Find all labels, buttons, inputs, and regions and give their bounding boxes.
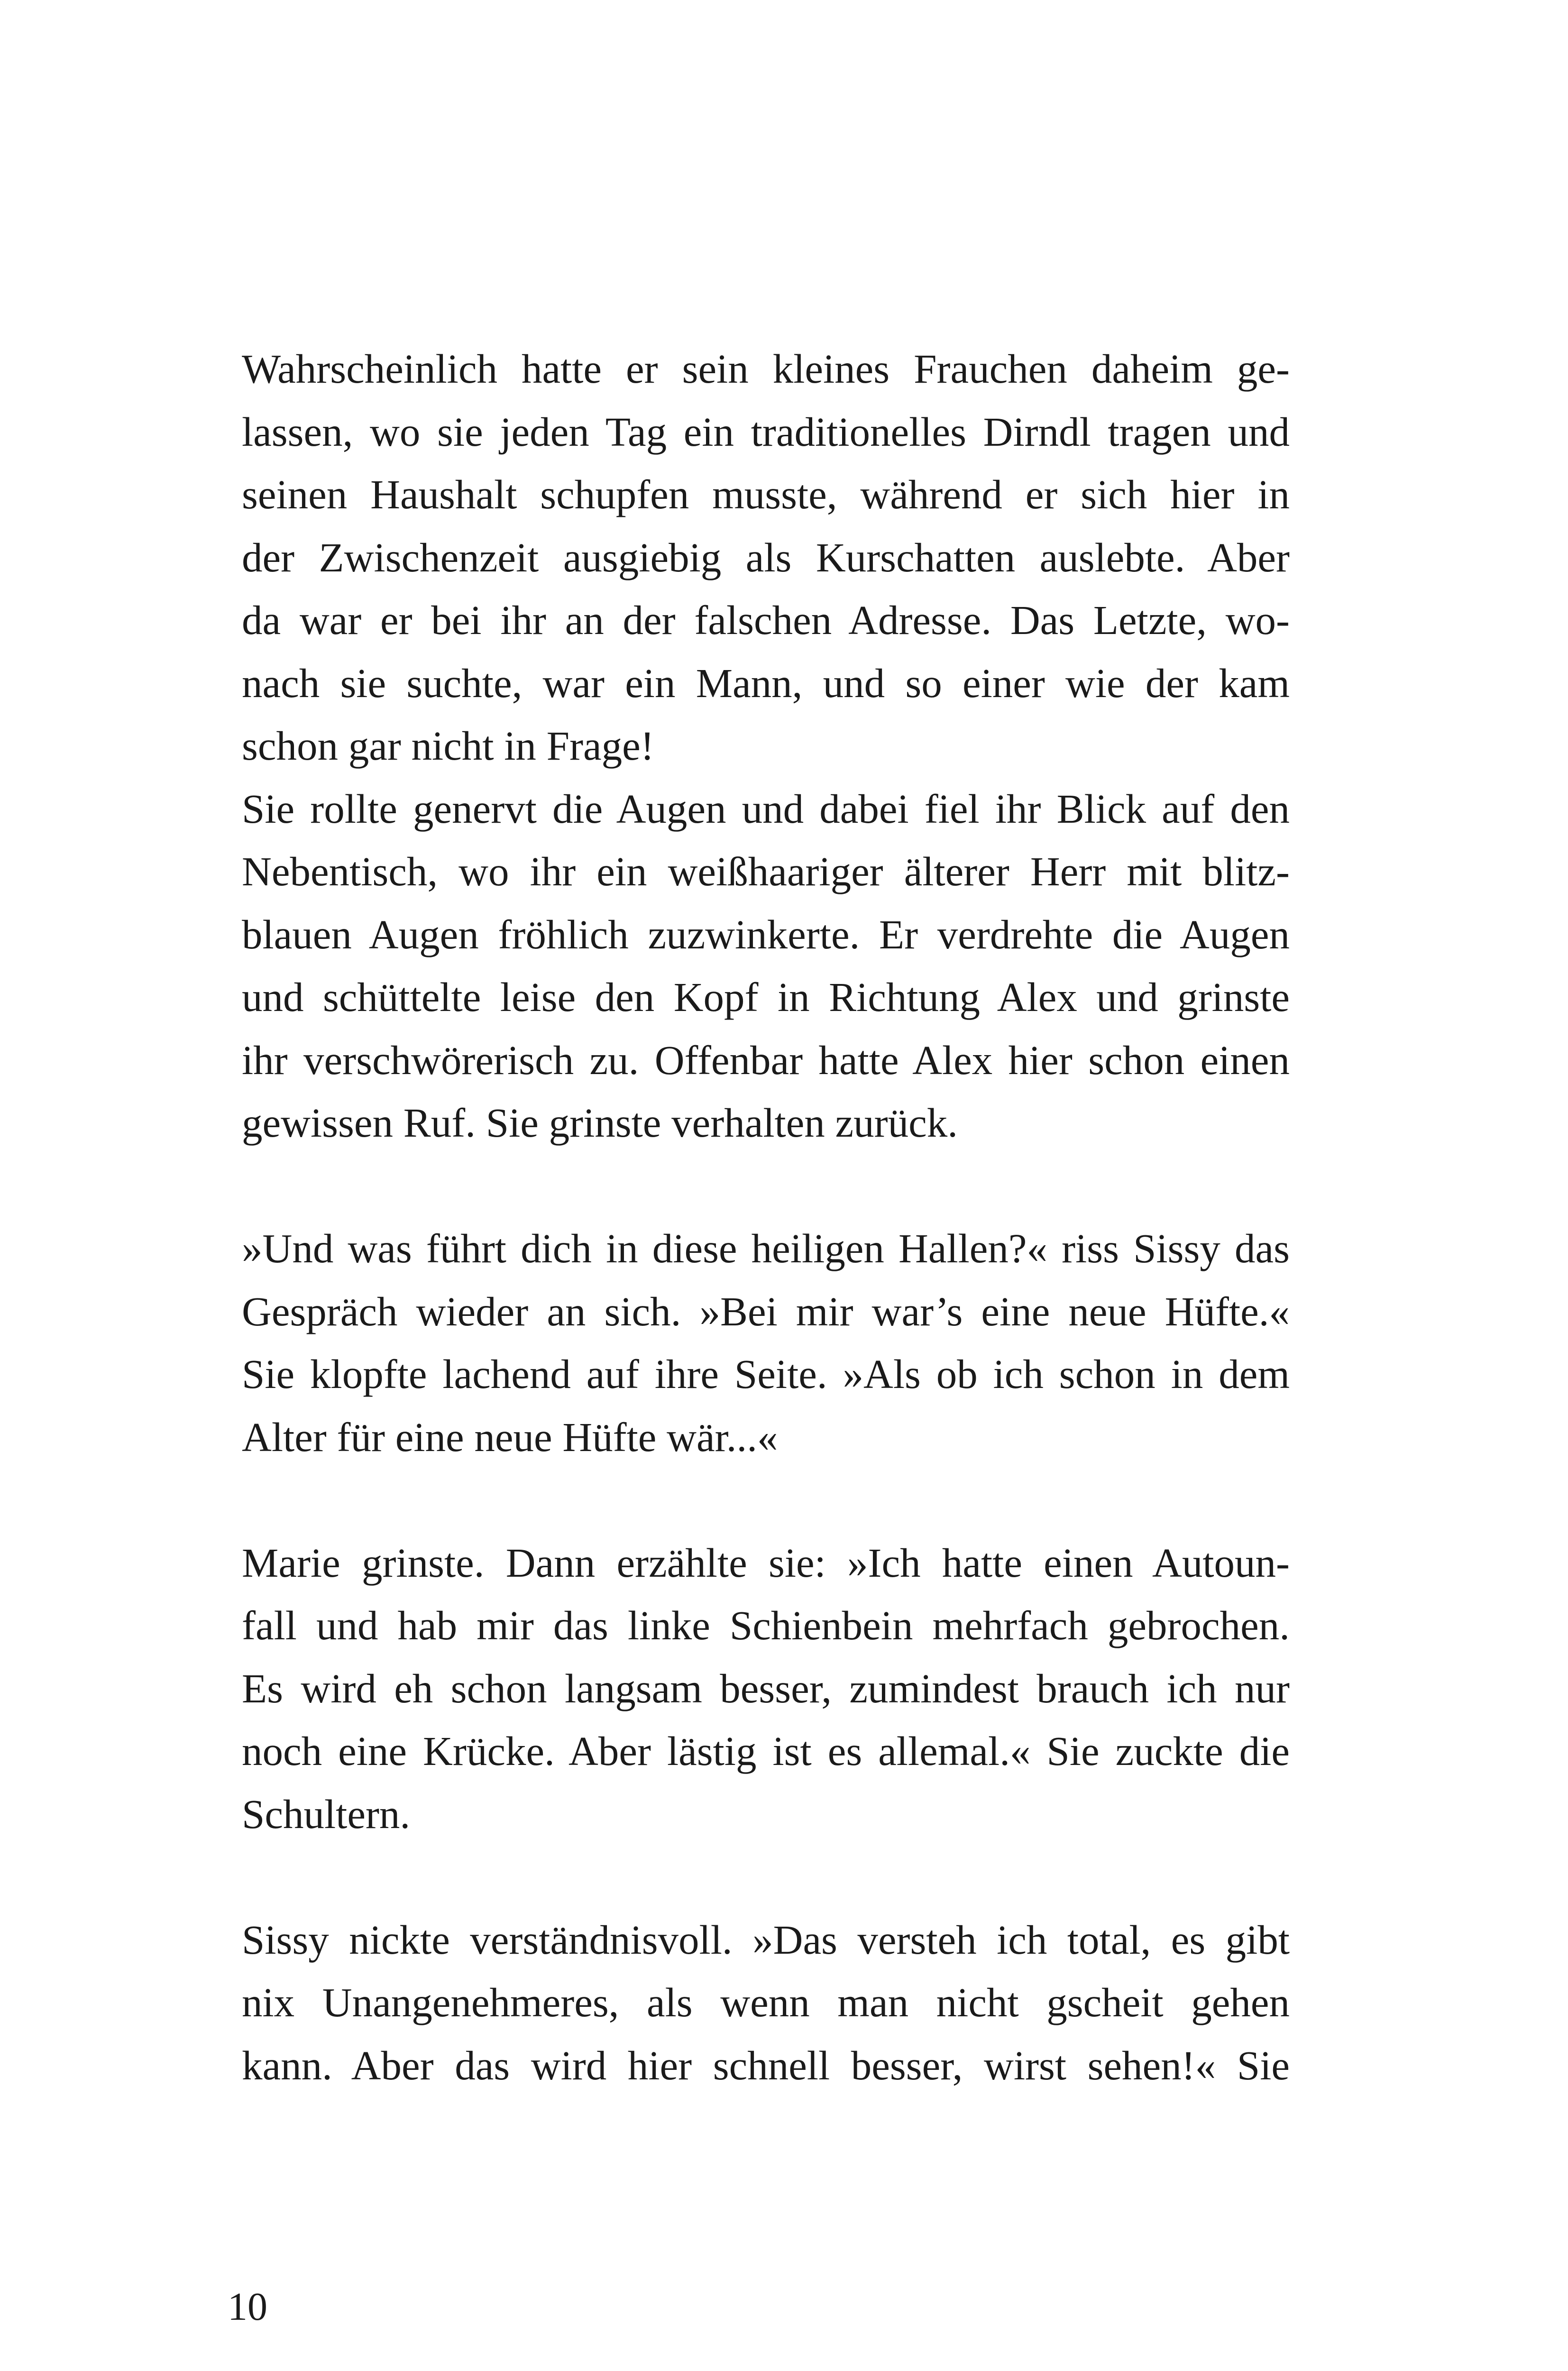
text-line: fall und hab mir das linke Schienbein mehrfach gebrochen. [242, 1602, 1290, 1648]
text-line: »Und was führt dich in diese heiligen Hallen?« riss Sissy das [242, 1225, 1290, 1271]
text-line: nach sie suchte, war ein Mann, und so einer wie der kam [242, 660, 1290, 706]
text-line: nix Unangenehmeres, als wenn man nicht gscheit gehen [242, 1979, 1290, 2025]
text-line: lassen, wo sie jeden Tag ein traditionelles Dirndl tragen und [242, 408, 1290, 455]
text-line: ihr verschwörerisch zu. Offenbar hatte Alex hier schon einen [242, 1037, 1290, 1083]
paragraph-gap [242, 1469, 1290, 1532]
text-line: Sie rollte genervt die Augen und dabei fiel ihr Blick auf den [242, 785, 1290, 832]
text-line: seinen Haushalt schupfen musste, während er sich hier in [242, 471, 1290, 517]
paragraph-gap [242, 1155, 1290, 1218]
body-text [242, 338, 1290, 2097]
text-line: Sie klopfte lachend auf ihre Seite. »Als ob ich schon in dem [242, 1351, 1290, 1397]
text-line: Nebentisch, wo ihr ein weißhaariger älterer Herr mit blitz- [242, 848, 1290, 894]
paragraph-gap [242, 1846, 1290, 1909]
text-line: Schultern. [242, 1791, 411, 1837]
text-line: Alter für eine neue Hüfte wär...« [242, 1414, 778, 1460]
text-line: Es wird eh schon langsam besser, zumindest brauch ich nur [242, 1665, 1290, 1711]
text-line: schon gar nicht in Frage! [242, 723, 654, 769]
text-line: da war er bei ihr an der falschen Adresse. Das Letzte, wo- [242, 597, 1290, 643]
text-line: und schüttelte leise den Kopf in Richtung Alex und grinste [242, 974, 1290, 1020]
text-line: gewissen Ruf. Sie grinste verhalten zurück. [242, 1100, 958, 1146]
text-line: der Zwischenzeit ausgiebig als Kurschatten auslebte. Aber [242, 534, 1290, 580]
page-number: 10 [228, 2285, 267, 2329]
text-line: Gespräch wieder an sich. »Bei mir war’s eine neue Hüfte.« [242, 1288, 1290, 1334]
text-line: noch eine Krücke. Aber lästig ist es allemal.« Sie zuckte die [242, 1728, 1290, 1774]
text-line: Marie grinste. Dann erzählte sie: »Ich hatte einen Autoun- [242, 1539, 1290, 1586]
text-line: Sissy nickte verständnisvoll. »Das versteh ich total, es gibt [242, 1916, 1290, 1963]
text-line: kann. Aber das wird hier schnell besser, wirst sehen!« Sie [242, 2042, 1290, 2088]
text-line: blauen Augen fröhlich zuzwinkerte. Er verdrehte die Augen [242, 911, 1290, 957]
text-line: Wahrscheinlich hatte er sein kleines Frauchen daheim ge- [242, 346, 1290, 392]
